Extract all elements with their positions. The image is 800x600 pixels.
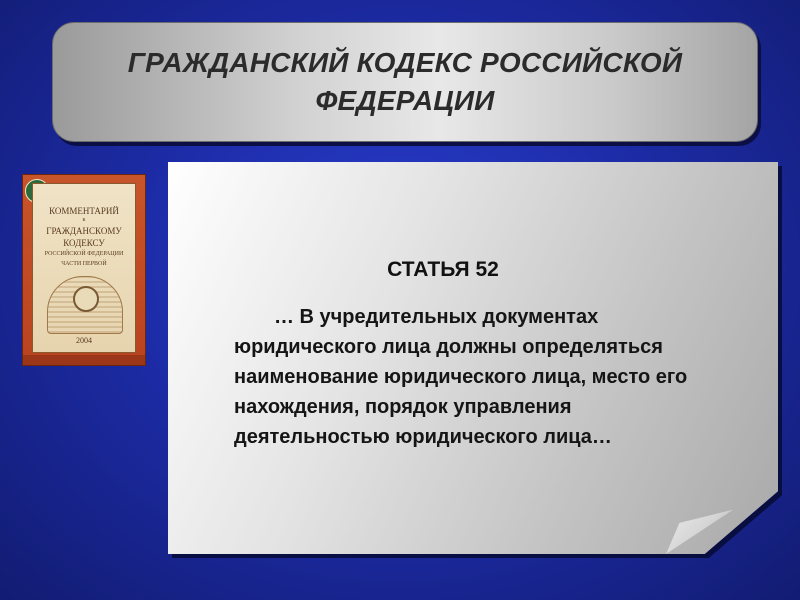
article-line-1: … В учредительных документах [274,306,599,328]
book-line-part: ЧАСТИ ПЕРВОЙ [61,261,107,267]
article-paper [168,162,778,554]
article-line-3: наименование юридического лица, место его [234,366,688,388]
article-body [234,302,754,452]
slide-title: ГРАЖДАНСКИЙ КОДЕКС РОССИЙСКОЙ ФЕДЕРАЦИИ [127,47,683,116]
book-line-year: 2004 [76,336,92,345]
book-line-k: к [82,217,86,223]
book-cover-panel [32,183,136,353]
book-bottom-strip [23,355,145,365]
book-seal [73,286,99,312]
article-heading: СТАТЬЯ 52 [387,258,499,281]
title-box [52,22,758,142]
book-line-code: КОДЕКСУ [63,238,105,248]
book-line-civil: ГРАЖДАНСКОМУ [46,226,122,236]
book-cover-image [22,174,146,366]
article-line-4: нахождения, порядок управления [234,396,572,418]
book-line-commentary: КОММЕНТАРИЙ [49,206,119,216]
article-line-5: деятельностью юридического лица… [234,426,612,448]
book-line-rf: РОССИЙСКОЙ ФЕДЕРАЦИИ [44,251,124,257]
article-line-2: юридического лица должны определяться [234,336,663,358]
